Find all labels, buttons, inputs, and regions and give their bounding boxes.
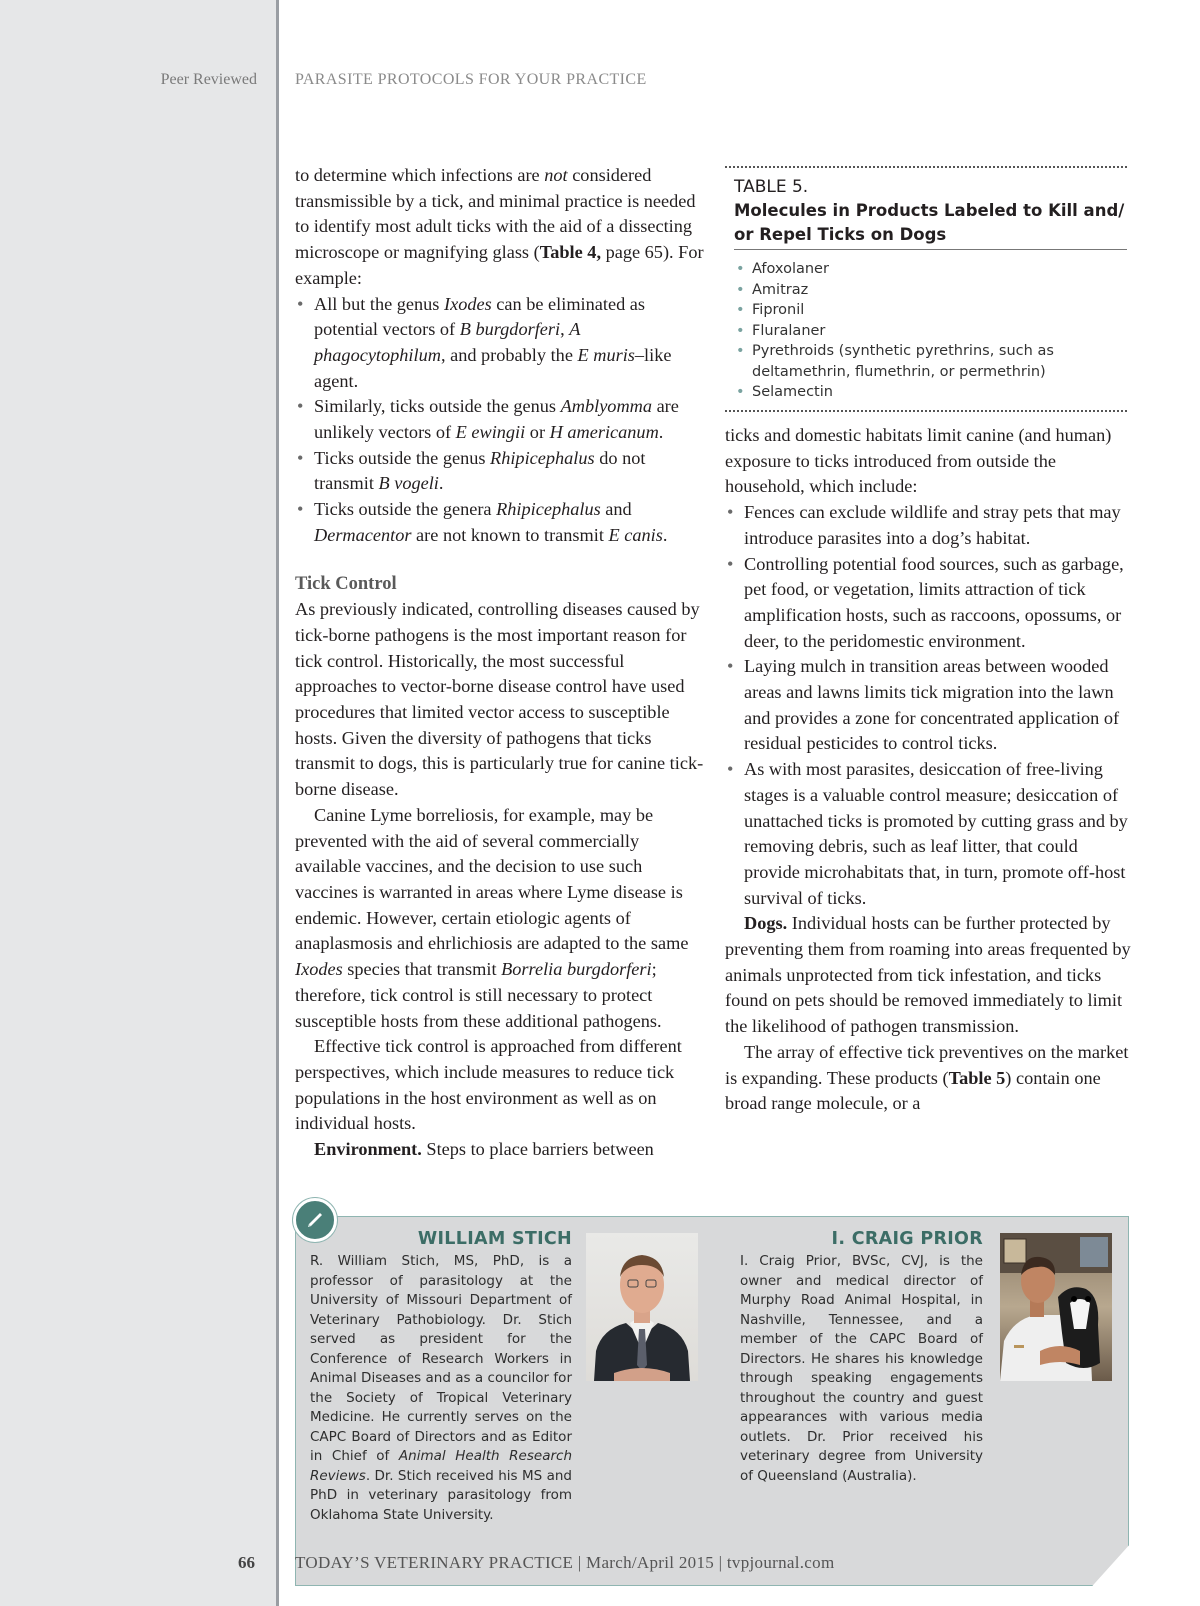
- body-paragraph: Effective tick control is approached from different perspectives, which include measures to reduce tick populations in the host environment as well as on individual hosts.: [295, 1036, 682, 1134]
- author-photo-stich: [586, 1233, 698, 1381]
- pen-icon: [293, 1198, 337, 1242]
- table-5: [725, 166, 1127, 412]
- environment-runin: Environment.: [314, 1139, 422, 1160]
- list-item: • All but the genus Ixodes can be eliminated as potential vectors of B burgdorferi, A phagocytophilum, and probably the E muris–like agent.: [295, 292, 705, 395]
- habitat-list: [725, 500, 1135, 911]
- molecule-list: [734, 259, 1127, 403]
- page-number: 66: [238, 1553, 255, 1572]
- list-item: • Similarly, ticks outside the genus Amblyomma are unlikely vectors of E ewingii or H americanum.: [295, 394, 705, 445]
- list-item: • Controlling potential food sources, such as garbage, pet food, or vegetation, limits attraction of tick amplification hosts, such as raccoons, opossums, or deer, to the peridomestic environment.: [725, 552, 1135, 655]
- vector-list: [295, 292, 705, 549]
- list-item: • Ticks outside the genera Rhipicephalus and Dermacentor are not known to transmit E canis.: [295, 497, 705, 548]
- list-item: • Pyrethroids (synthetic pyrethrins, such as deltamethrin, flumethrin, or permethrin): [734, 341, 1127, 382]
- body-paragraph: The array of effective tick preventives on the market is expanding. These products (Table 5) contain one broad range molecule, or a: [725, 1041, 1129, 1114]
- body-paragraph: Dogs. Individual hosts can be further protected by preventing them from roaming into areas frequented by animals unprotected from tick infestation, and ticks found on pets should be removed immediately to limit the likelihood of pathogen transmission.: [725, 913, 1131, 1037]
- table-label: TABLE 5.: [734, 177, 809, 197]
- author-name-stich: WILLIAM STICH: [417, 1229, 572, 1249]
- list-item: • Fences can exclude wildlife and stray pets that may introduce parasites into a dog’s habitat.: [725, 500, 1135, 551]
- author-name-prior: I. CRAIG PRIOR: [831, 1229, 983, 1249]
- table-title: Molecules in Products Labeled to Kill and/ or Repel Ticks on Dogs: [734, 199, 1127, 250]
- section-label: Peer Reviewed: [160, 71, 257, 88]
- footer-credit: TODAY’S VETERINARY PRACTICE | March/April 2015 | tvpjournal.com: [295, 1553, 835, 1572]
- list-item: • Afoxolaner: [734, 259, 1127, 280]
- list-item: • Laying mulch in transition areas between wooded areas and lawns limits tick migration into the lawn and provides a zone for concentrated application of residual pesticides to control ticks.: [725, 654, 1135, 757]
- list-item: • Fipronil: [734, 300, 1127, 321]
- body-paragraph: Canine Lyme borreliosis, for example, may be prevented with the aid of several commercially available vaccines, and the decision to use such vaccines is warranted in areas where Lyme disease is endemic. However, certain etiologic agents of anaplasmosis and ehrlichiosis are adapted to the same Ixodes species that transmit Borrelia burgdorferi; therefore, tick control is still necessary to protect susceptible hosts from these additional pathogens.: [295, 804, 689, 1031]
- list-item: • Ticks outside the genus Rhipicephalus do not transmit B vogeli.: [295, 446, 705, 497]
- author-photo-prior: [1000, 1233, 1112, 1381]
- tick-control-heading: Tick Control: [295, 573, 397, 594]
- author-bio-stich: R. William Stich, MS, PhD, is a professor of parasitology at the University of Missouri Department of Veterinary Pathobiology. Dr. Stich served as president for the Conference of Research Workers in Animal Diseases and as a councilor for the Society of Tropical Veterinary Medicine. He currently serves on the CAPC Board of Directors and as Editor in Chief of Animal Health Research Reviews. Dr. Stich received his MS and PhD in veterinary parasitology from Oklahoma State University.: [310, 1253, 572, 1523]
- series-title: PARASITE PROTOCOLS FOR YOUR PRACTICE: [295, 71, 647, 88]
- table-5-link[interactable]: Table 5: [948, 1067, 1006, 1088]
- list-item: • As with most parasites, desiccation of free-living stages is a valuable control measure; desiccation of unattached ticks is promoted by cutting grass and by removing debris, such as leaf litter, that could provide microhabitats that, in turn, promote off-host survival of ticks.: [725, 757, 1135, 911]
- dogs-runin: Dogs.: [744, 913, 788, 934]
- margin-strip: [0, 0, 279, 1606]
- list-item: • Amitraz: [734, 280, 1127, 301]
- intro-paragraph: to determine which infections are not considered transmissible by a tick, and minimal practice is needed to identify most adult ticks with the aid of a dissecting microscope or magnifying glass (Table 4, page 65). For example:: [295, 165, 704, 288]
- body-paragraph: ticks and domestic habitats limit canine (and human) exposure to ticks introduced from outside the household, which include:: [725, 425, 1112, 497]
- left-column: [295, 163, 705, 1163]
- body-paragraph: As previously indicated, controlling diseases caused by tick-borne pathogens is the most important reason for tick control. Historically, the most successful approaches to vector-borne disease control have used procedures that limited vector access to susceptible hosts. Given the diversity of pathogens that ticks transmit to dogs, this is particularly true for canine tick-borne disease.: [295, 599, 704, 800]
- list-item: • Selamectin: [734, 382, 1127, 403]
- right-column: [725, 423, 1135, 1117]
- author-bio-prior: I. Craig Prior, BVSc, CVJ, is the owner and medical director of Murphy Road Animal Hospital, in Nashville, Tennessee, and a member of the CAPC Board of Directors. He shares his knowledge through speaking engagements throughout the country and guest appearances with various media outlets. Dr. Prior received his veterinary degree from University of Queensland (Australia).: [740, 1253, 983, 1484]
- table-4-link[interactable]: Table 4,: [539, 242, 602, 263]
- list-item: • Fluralaner: [734, 321, 1127, 342]
- body-paragraph: Environment. Steps to place barriers between: [314, 1139, 654, 1160]
